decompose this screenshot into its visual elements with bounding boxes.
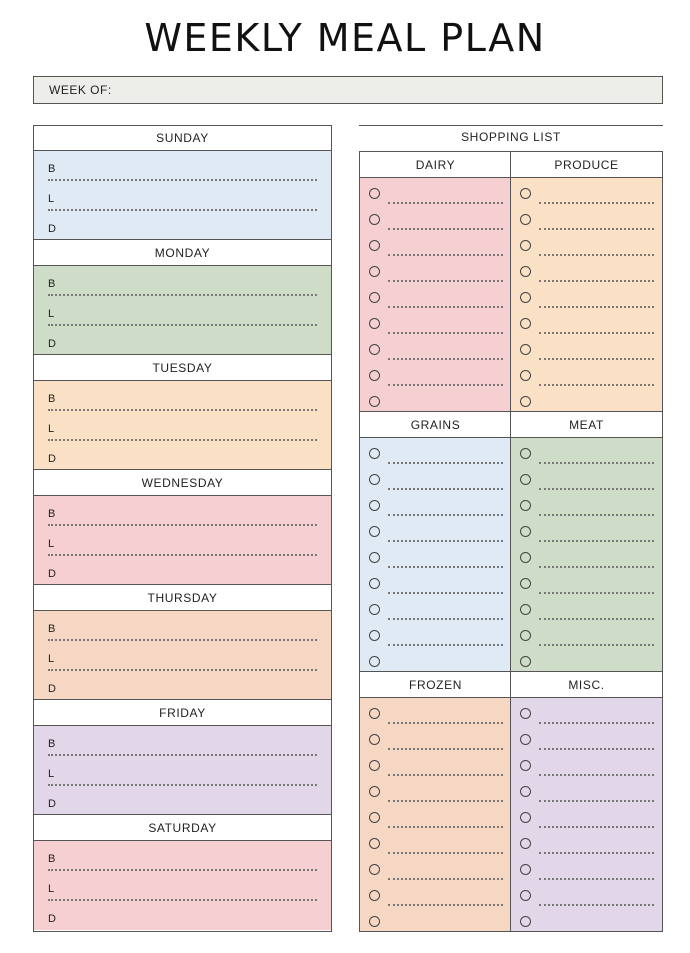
meal-label: B: [48, 623, 56, 635]
dotted-line: [388, 332, 503, 334]
list-item[interactable]: [360, 180, 511, 206]
meal-row[interactable]: [34, 671, 331, 699]
dotted-line: [388, 904, 503, 906]
checkbox-circle-icon[interactable]: [369, 708, 380, 719]
meal-row[interactable]: [34, 871, 331, 899]
dotted-line: [388, 228, 503, 230]
category-meat: [511, 412, 662, 672]
day-block-friday: [34, 701, 331, 815]
list-item[interactable]: [360, 596, 511, 622]
meal-label: L: [48, 883, 55, 895]
meal-row[interactable]: [34, 211, 331, 239]
meal-label: L: [48, 538, 55, 550]
list-item[interactable]: [360, 336, 511, 362]
list-item[interactable]: [511, 622, 662, 648]
checkbox-circle-icon[interactable]: [520, 630, 531, 641]
checkbox-circle-icon[interactable]: [369, 812, 380, 823]
checkbox-circle-icon[interactable]: [369, 786, 380, 797]
meal-label: D: [48, 453, 56, 465]
shopping-divider: [359, 125, 663, 126]
list-item[interactable]: [511, 258, 662, 284]
category-heading: PRODUCE: [511, 152, 662, 178]
dotted-line: [539, 722, 654, 724]
checkbox-circle-icon[interactable]: [520, 370, 531, 381]
day-block-sunday: [34, 126, 331, 240]
checkbox-circle-icon[interactable]: [520, 500, 531, 511]
dotted-line: [388, 644, 503, 646]
meal-label: D: [48, 683, 56, 695]
category-produce: [511, 152, 662, 412]
meal-row[interactable]: [34, 526, 331, 554]
list-item[interactable]: [511, 856, 662, 882]
checkbox-circle-icon[interactable]: [520, 240, 531, 251]
checkbox-circle-icon[interactable]: [369, 890, 380, 901]
list-item[interactable]: [360, 882, 511, 908]
checkbox-circle-icon[interactable]: [520, 318, 531, 329]
list-item[interactable]: [511, 752, 662, 778]
dotted-line: [388, 722, 503, 724]
dotted-line: [539, 514, 654, 516]
checkbox-circle-icon[interactable]: [369, 292, 380, 303]
checkbox-circle-icon[interactable]: [520, 448, 531, 459]
day-meals: [34, 611, 331, 700]
meal-row[interactable]: [34, 326, 331, 354]
category-items: [360, 438, 511, 671]
checkbox-circle-icon[interactable]: [520, 708, 531, 719]
meal-label: L: [48, 423, 55, 435]
list-item[interactable]: [360, 726, 511, 752]
dotted-line: [539, 254, 654, 256]
meal-label: B: [48, 163, 56, 175]
meal-row[interactable]: [34, 901, 331, 929]
checkbox-circle-icon[interactable]: [369, 734, 380, 745]
list-item[interactable]: [511, 700, 662, 726]
dotted-line: [539, 748, 654, 750]
checkbox-circle-icon[interactable]: [520, 292, 531, 303]
dotted-line: [539, 826, 654, 828]
checkbox-circle-icon[interactable]: [520, 578, 531, 589]
list-item[interactable]: [511, 908, 662, 934]
dotted-line: [539, 462, 654, 464]
list-item[interactable]: [360, 466, 511, 492]
checkbox-circle-icon[interactable]: [369, 448, 380, 459]
dotted-line: [388, 202, 503, 204]
dotted-line: [388, 566, 503, 568]
list-item[interactable]: [511, 804, 662, 830]
dotted-line: [388, 306, 503, 308]
meal-label: B: [48, 508, 56, 520]
list-item[interactable]: [360, 362, 511, 388]
checkbox-circle-icon[interactable]: [369, 188, 380, 199]
list-item[interactable]: [511, 778, 662, 804]
category-dairy: [360, 152, 511, 412]
checkbox-circle-icon[interactable]: [369, 266, 380, 277]
dotted-line: [539, 540, 654, 542]
category-grains: [360, 412, 511, 672]
list-item[interactable]: [511, 882, 662, 908]
checkbox-circle-icon[interactable]: [520, 214, 531, 225]
day-meals: [34, 496, 331, 585]
category-heading: MISC.: [511, 672, 662, 698]
checkbox-circle-icon[interactable]: [369, 916, 380, 927]
day-block-wednesday: [34, 471, 331, 585]
dotted-line: [388, 514, 503, 516]
meal-label: D: [48, 338, 56, 350]
dotted-line: [388, 878, 503, 880]
checkbox-circle-icon[interactable]: [369, 656, 380, 667]
list-item[interactable]: [511, 336, 662, 362]
checkbox-circle-icon[interactable]: [369, 604, 380, 615]
day-meals: [34, 266, 331, 355]
list-item[interactable]: [360, 518, 511, 544]
dotted-line: [388, 254, 503, 256]
dotted-line: [539, 644, 654, 646]
checkbox-circle-icon[interactable]: [369, 864, 380, 875]
checkbox-circle-icon[interactable]: [520, 604, 531, 615]
list-item[interactable]: [360, 440, 511, 466]
list-item[interactable]: [360, 908, 511, 934]
day-heading: WEDNESDAY: [34, 471, 331, 496]
dotted-line: [539, 358, 654, 360]
category-items: [360, 698, 511, 931]
meal-label: D: [48, 223, 56, 235]
meal-label: B: [48, 278, 56, 290]
meal-row[interactable]: [34, 756, 331, 784]
list-item[interactable]: [360, 284, 511, 310]
list-item[interactable]: [511, 518, 662, 544]
dotted-line: [388, 488, 503, 490]
meal-label: B: [48, 853, 56, 865]
meal-label: D: [48, 568, 56, 580]
list-item[interactable]: [511, 284, 662, 310]
category-heading: FROZEN: [360, 672, 511, 698]
checkbox-circle-icon[interactable]: [520, 474, 531, 485]
shopping-grid: [359, 151, 663, 932]
meal-label: D: [48, 798, 56, 810]
dotted-line: [388, 462, 503, 464]
checkbox-circle-icon[interactable]: [520, 890, 531, 901]
meal-row[interactable]: [34, 411, 331, 439]
list-item[interactable]: [360, 622, 511, 648]
week-of-field[interactable]: [33, 76, 663, 104]
dotted-line: [388, 774, 503, 776]
list-item[interactable]: [511, 596, 662, 622]
category-items: [511, 178, 662, 411]
day-meals: [34, 381, 331, 470]
dotted-line: [539, 202, 654, 204]
list-item[interactable]: [511, 206, 662, 232]
day-meals: [34, 841, 331, 930]
grid-divider: [360, 671, 662, 672]
category-items: [511, 438, 662, 671]
page-title: WEEKLY MEAL PLAN: [144, 16, 546, 60]
meal-row[interactable]: [34, 841, 331, 869]
category-items: [511, 698, 662, 931]
day-heading: SUNDAY: [34, 126, 331, 151]
grid-divider: [510, 152, 511, 931]
checkbox-circle-icon[interactable]: [520, 526, 531, 537]
list-item[interactable]: [511, 830, 662, 856]
dotted-line: [539, 566, 654, 568]
list-item[interactable]: [511, 466, 662, 492]
meal-row[interactable]: [34, 151, 331, 179]
dotted-line: [388, 592, 503, 594]
list-item[interactable]: [511, 726, 662, 752]
meal-label: L: [48, 193, 55, 205]
day-heading: FRIDAY: [34, 701, 331, 726]
list-item[interactable]: [511, 544, 662, 570]
meal-label: L: [48, 308, 55, 320]
checkbox-circle-icon[interactable]: [520, 916, 531, 927]
week-of-label: WEEK OF:: [49, 83, 112, 97]
checkbox-circle-icon[interactable]: [369, 214, 380, 225]
dotted-line: [388, 852, 503, 854]
dotted-line: [539, 800, 654, 802]
list-item[interactable]: [360, 492, 511, 518]
checkbox-circle-icon[interactable]: [369, 760, 380, 771]
meal-row[interactable]: [34, 611, 331, 639]
meal-label: B: [48, 738, 56, 750]
meal-label: L: [48, 653, 55, 665]
list-item[interactable]: [360, 544, 511, 570]
meal-row[interactable]: [34, 496, 331, 524]
dotted-line: [539, 306, 654, 308]
list-item[interactable]: [511, 232, 662, 258]
list-item[interactable]: [511, 492, 662, 518]
list-item[interactable]: [511, 440, 662, 466]
day-heading: TUESDAY: [34, 356, 331, 381]
checkbox-circle-icon[interactable]: [520, 760, 531, 771]
day-block-tuesday: [34, 356, 331, 470]
checkbox-circle-icon[interactable]: [520, 786, 531, 797]
checkbox-circle-icon[interactable]: [520, 396, 531, 407]
day-heading: SATURDAY: [34, 816, 331, 841]
list-item[interactable]: [360, 310, 511, 336]
meal-label: B: [48, 393, 56, 405]
dotted-line: [539, 774, 654, 776]
list-item[interactable]: [511, 310, 662, 336]
dotted-line: [539, 618, 654, 620]
meal-row[interactable]: [34, 296, 331, 324]
grid-divider: [360, 411, 662, 412]
category-items: [360, 178, 511, 411]
dotted-line: [388, 540, 503, 542]
dotted-line: [388, 358, 503, 360]
meal-label: L: [48, 768, 55, 780]
dotted-line: [539, 852, 654, 854]
day-block-saturday: [34, 816, 331, 930]
meal-row[interactable]: [34, 181, 331, 209]
list-item[interactable]: [360, 570, 511, 596]
checkbox-circle-icon[interactable]: [369, 240, 380, 251]
day-heading: THURSDAY: [34, 586, 331, 611]
list-item[interactable]: [511, 180, 662, 206]
dotted-line: [539, 878, 654, 880]
meal-row[interactable]: [34, 381, 331, 409]
shopping-list-title: SHOPPING LIST: [461, 130, 561, 144]
dotted-line: [388, 618, 503, 620]
dotted-line: [539, 488, 654, 490]
category-heading: MEAT: [511, 412, 662, 438]
day-meals: [34, 726, 331, 815]
category-frozen: [360, 672, 511, 932]
category-heading: DAIRY: [360, 152, 511, 178]
checkbox-circle-icon[interactable]: [520, 188, 531, 199]
list-item[interactable]: [360, 206, 511, 232]
day-block-thursday: [34, 586, 331, 700]
checkbox-circle-icon[interactable]: [369, 552, 380, 563]
checkbox-circle-icon[interactable]: [369, 526, 380, 537]
list-item[interactable]: [360, 232, 511, 258]
checkbox-circle-icon[interactable]: [520, 864, 531, 875]
dotted-line: [388, 800, 503, 802]
checkbox-circle-icon[interactable]: [369, 838, 380, 849]
dotted-line: [539, 332, 654, 334]
day-heading: MONDAY: [34, 241, 331, 266]
list-item[interactable]: [360, 258, 511, 284]
dotted-line: [539, 904, 654, 906]
checkbox-circle-icon[interactable]: [520, 812, 531, 823]
dotted-line: [388, 748, 503, 750]
meal-row[interactable]: [34, 786, 331, 814]
meal-row[interactable]: [34, 266, 331, 294]
checkbox-circle-icon[interactable]: [369, 500, 380, 511]
list-item[interactable]: [360, 856, 511, 882]
checkbox-circle-icon[interactable]: [520, 838, 531, 849]
checkbox-circle-icon[interactable]: [369, 370, 380, 381]
category-heading: GRAINS: [360, 412, 511, 438]
day-meals: [34, 151, 331, 240]
dotted-line: [539, 384, 654, 386]
list-item[interactable]: [360, 778, 511, 804]
meal-row[interactable]: [34, 641, 331, 669]
dotted-line: [539, 592, 654, 594]
meal-row[interactable]: [34, 441, 331, 469]
list-item[interactable]: [360, 700, 511, 726]
checkbox-circle-icon[interactable]: [369, 344, 380, 355]
checkbox-circle-icon[interactable]: [369, 396, 380, 407]
checkbox-circle-icon[interactable]: [520, 734, 531, 745]
dotted-line: [388, 280, 503, 282]
days-column: [33, 125, 332, 932]
list-item[interactable]: [360, 830, 511, 856]
checkbox-circle-icon[interactable]: [369, 474, 380, 485]
checkbox-circle-icon[interactable]: [520, 344, 531, 355]
dotted-line: [539, 280, 654, 282]
checkbox-circle-icon[interactable]: [520, 552, 531, 563]
meal-row[interactable]: [34, 726, 331, 754]
day-block-monday: [34, 241, 331, 355]
checkbox-circle-icon[interactable]: [369, 578, 380, 589]
list-item[interactable]: [360, 752, 511, 778]
meal-row[interactable]: [34, 556, 331, 584]
dotted-line: [539, 228, 654, 230]
category-misc: [511, 672, 662, 932]
dotted-line: [388, 826, 503, 828]
list-item[interactable]: [360, 804, 511, 830]
checkbox-circle-icon[interactable]: [520, 266, 531, 277]
meal-label: D: [48, 913, 56, 925]
checkbox-circle-icon[interactable]: [369, 318, 380, 329]
checkbox-circle-icon[interactable]: [369, 630, 380, 641]
list-item[interactable]: [511, 570, 662, 596]
list-item[interactable]: [511, 362, 662, 388]
checkbox-circle-icon[interactable]: [520, 656, 531, 667]
dotted-line: [388, 384, 503, 386]
